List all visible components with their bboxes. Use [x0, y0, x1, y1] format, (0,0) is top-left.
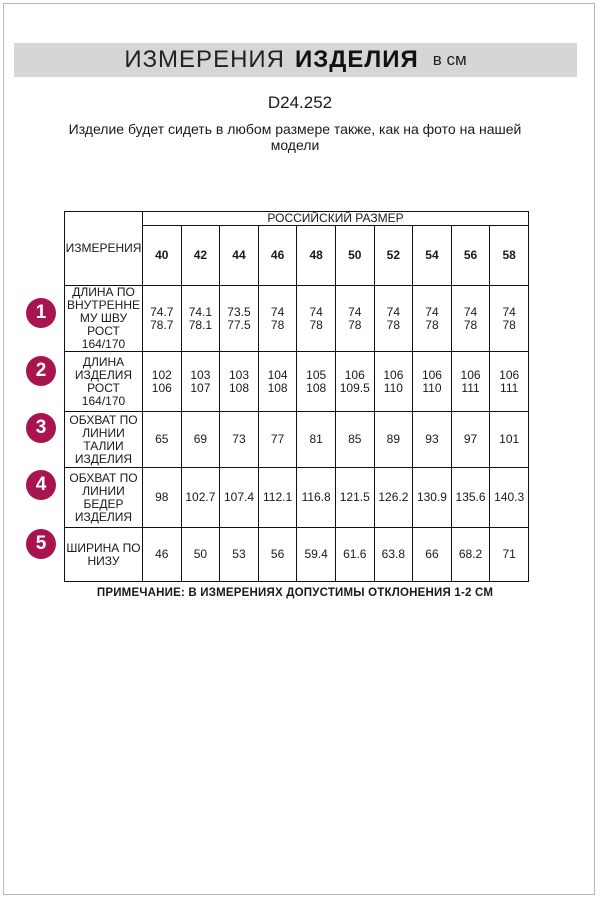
product-code: D24.252 [267, 93, 333, 112]
value-line: 56 [270, 547, 285, 561]
row-number-marker: 3 [26, 413, 56, 443]
row-number-marker: 2 [26, 356, 56, 386]
value-line: 102 [151, 367, 172, 382]
tolerance-note: ПРИМЕЧАНИЕ: В ИЗМЕРЕНИЯХ ДОПУСТИМЫ ОТКЛОНЕНИЯ 1-2 СМ [96, 587, 494, 599]
value-cell [220, 528, 259, 582]
value-cell [490, 528, 529, 582]
row-number-marker: 4 [26, 470, 56, 500]
value-line: 98 [155, 490, 169, 504]
value-line: 89 [386, 432, 401, 446]
value-line: 109.5 [339, 380, 370, 395]
value-cell [490, 412, 529, 468]
value-cell [490, 352, 529, 412]
value-line: 73 [232, 432, 246, 446]
measurement-label [65, 468, 143, 528]
title-unit: в см [432, 50, 467, 69]
value-line: 111 [461, 380, 480, 395]
measurement-label-line: ШИРИНА ПО [66, 540, 141, 555]
value-cell [297, 468, 336, 528]
value-cell [143, 468, 182, 528]
value-cell [181, 468, 220, 528]
value-line: 74 [386, 304, 401, 319]
value-cell [258, 352, 297, 412]
measurement-label-line: ОБХВАТ ПО [69, 470, 138, 485]
value-cell [181, 412, 220, 468]
value-line: 63.8 [381, 547, 406, 561]
measurement-label [65, 412, 143, 468]
size-58: 58 [490, 226, 529, 286]
value-cell [143, 352, 182, 412]
measurement-label [65, 286, 143, 352]
value-cell [451, 286, 490, 352]
value-line: 74 [309, 304, 323, 319]
value-cell [413, 528, 452, 582]
value-cell [143, 528, 182, 582]
value-cell [181, 352, 220, 412]
value-line: 50 [193, 547, 208, 561]
value-line: 74 [425, 304, 439, 319]
value-cell [258, 468, 297, 528]
value-line: 74 [463, 304, 478, 319]
value-cell [374, 352, 413, 412]
value-cell [335, 468, 374, 528]
title-bar [14, 43, 577, 77]
value-line: 106 [421, 367, 442, 382]
value-line: 105 [306, 367, 327, 382]
value-cell [413, 468, 452, 528]
measurement-label-line: ИЗДЕЛИЯ [74, 367, 133, 382]
value-cell [143, 412, 182, 468]
value-line: 103 [190, 367, 211, 382]
value-cell [335, 352, 374, 412]
value-line: 108 [228, 380, 249, 395]
value-line: 110 [383, 380, 403, 395]
measurement-label-line: ЛИНИИ [82, 483, 125, 498]
value-cell [220, 412, 259, 468]
value-line: 130.9 [416, 490, 447, 504]
value-line: 78.7 [150, 317, 174, 332]
value-line: 97 [463, 432, 478, 446]
value-line: 140.3 [494, 490, 525, 504]
measurement-label [65, 352, 143, 412]
measurements-header: ИЗМЕРЕНИЯ [65, 212, 143, 286]
measurement-label-line: ЛИНИИ [82, 425, 125, 440]
size-42: 42 [181, 226, 220, 286]
value-line: 78.1 [188, 317, 213, 332]
value-cell [413, 352, 452, 412]
value-cell [220, 286, 259, 352]
value-cell [258, 412, 297, 468]
row-number-marker: 1 [26, 298, 56, 328]
measurement-label-line: ТАЛИИ [83, 438, 124, 453]
value-line: 59.4 [304, 547, 328, 561]
header-row [65, 212, 529, 226]
value-cell [413, 412, 452, 468]
value-line: 65 [155, 432, 169, 446]
value-line: 78 [309, 317, 323, 332]
title-part2: ИЗДЕЛИЯ [295, 46, 419, 73]
value-line: 106 [460, 367, 481, 382]
value-cell [451, 468, 490, 528]
size-48: 48 [297, 226, 336, 286]
value-line: 121.5 [339, 490, 370, 504]
value-line: 78 [463, 317, 478, 332]
size-44: 44 [220, 226, 259, 286]
value-cell [374, 412, 413, 468]
measurement-label-line: ИЗДЕЛИЯ [74, 509, 133, 524]
measurement-row [65, 468, 529, 528]
size-46: 46 [258, 226, 297, 286]
value-line: 77 [270, 432, 285, 446]
value-line: 74.1 [188, 304, 213, 319]
value-line: 103 [228, 367, 249, 382]
value-line: 78 [425, 317, 439, 332]
value-line: 74.7 [150, 304, 174, 319]
value-line: 71 [502, 547, 516, 561]
value-line: 69 [193, 432, 208, 446]
value-line: 106 [499, 367, 520, 382]
value-line: 85 [348, 432, 362, 446]
value-cell [220, 468, 259, 528]
measurement-row [65, 528, 529, 582]
value-cell [297, 286, 336, 352]
value-cell [297, 528, 336, 582]
value-cell [335, 286, 374, 352]
value-cell [297, 352, 336, 412]
value-cell [297, 412, 336, 468]
title-part1: ИЗМЕРЕНИЯ [124, 46, 285, 73]
value-cell [374, 286, 413, 352]
value-cell [181, 286, 220, 352]
measurement-label-line: МУ ШВУ [79, 311, 128, 325]
value-line: 68.2 [458, 547, 483, 561]
size-50: 50 [335, 226, 374, 286]
value-line: 107.4 [223, 490, 254, 504]
value-line: 126.2 [378, 490, 409, 504]
value-cell [143, 286, 182, 352]
value-line: 66 [425, 547, 439, 561]
value-cell [258, 528, 297, 582]
value-cell [335, 412, 374, 468]
size-system-header: РОССИЙСКИЙ РАЗМЕР [143, 212, 529, 226]
value-cell [220, 352, 259, 412]
value-line: 78 [386, 317, 401, 332]
measurement-label-line: НИЗУ [87, 553, 120, 568]
value-cell [490, 286, 529, 352]
measurement-label-line: ДЛИНА [82, 354, 125, 369]
size-56: 56 [451, 226, 490, 286]
measurement-label-line: ОБХВАТ ПО [69, 412, 138, 427]
measurement-label-line: ВНУТРЕННЕ [67, 298, 140, 312]
value-line: 135.6 [455, 490, 486, 504]
value-cell [490, 468, 529, 528]
measurement-row [65, 352, 529, 412]
measurement-label [65, 528, 143, 582]
value-line: 74 [502, 304, 516, 319]
value-cell [451, 528, 490, 582]
value-line: 106 [344, 367, 365, 382]
value-line: 116.8 [301, 490, 331, 504]
value-line: 73.5 [227, 304, 251, 319]
value-line: 78 [348, 317, 362, 332]
measurement-table [64, 211, 529, 582]
value-line: 77.5 [227, 317, 251, 332]
fit-subtitle: Изделие будет сидеть в любом размере также, как на фото на нашей модели [68, 121, 522, 153]
measurement-row [65, 286, 529, 352]
value-line: 81 [309, 432, 323, 446]
value-line: 74 [270, 304, 285, 319]
value-cell [451, 352, 490, 412]
value-cell [335, 528, 374, 582]
value-line: 112.1 [263, 490, 293, 504]
measurement-label-line: ИЗДЕЛИЯ [74, 451, 133, 466]
value-line: 93 [425, 432, 439, 446]
value-line: 78 [270, 317, 285, 332]
value-line: 106 [383, 367, 404, 382]
value-line: 104 [267, 367, 288, 382]
value-cell [374, 468, 413, 528]
value-cell [181, 528, 220, 582]
measurement-label-line: БЕДЕР [83, 496, 124, 511]
size-54: 54 [413, 226, 452, 286]
measurement-label-line: РОСТ 164/170 [81, 324, 126, 351]
measurement-label-line: РОСТ 164/170 [81, 380, 126, 408]
measurement-row [65, 412, 529, 468]
value-line: 106 [151, 380, 172, 395]
value-line: 110 [422, 380, 442, 395]
value-line: 61.6 [343, 547, 367, 561]
value-line: 78 [502, 317, 516, 332]
row-number-marker: 5 [26, 529, 56, 559]
value-line: 111 [500, 380, 519, 395]
value-cell [451, 412, 490, 468]
value-line: 108 [306, 380, 327, 395]
value-cell [413, 286, 452, 352]
value-line: 46 [155, 547, 169, 561]
value-line: 107 [190, 380, 211, 395]
value-cell [258, 286, 297, 352]
value-line: 102.7 [185, 490, 216, 504]
value-line: 74 [348, 304, 362, 319]
measurement-label-line: ДЛИНА ПО [72, 285, 135, 299]
value-line: 53 [232, 547, 246, 561]
size-40: 40 [143, 226, 182, 286]
value-line: 101 [499, 432, 520, 446]
value-line: 108 [267, 380, 288, 395]
value-cell [374, 528, 413, 582]
size-52: 52 [374, 226, 413, 286]
